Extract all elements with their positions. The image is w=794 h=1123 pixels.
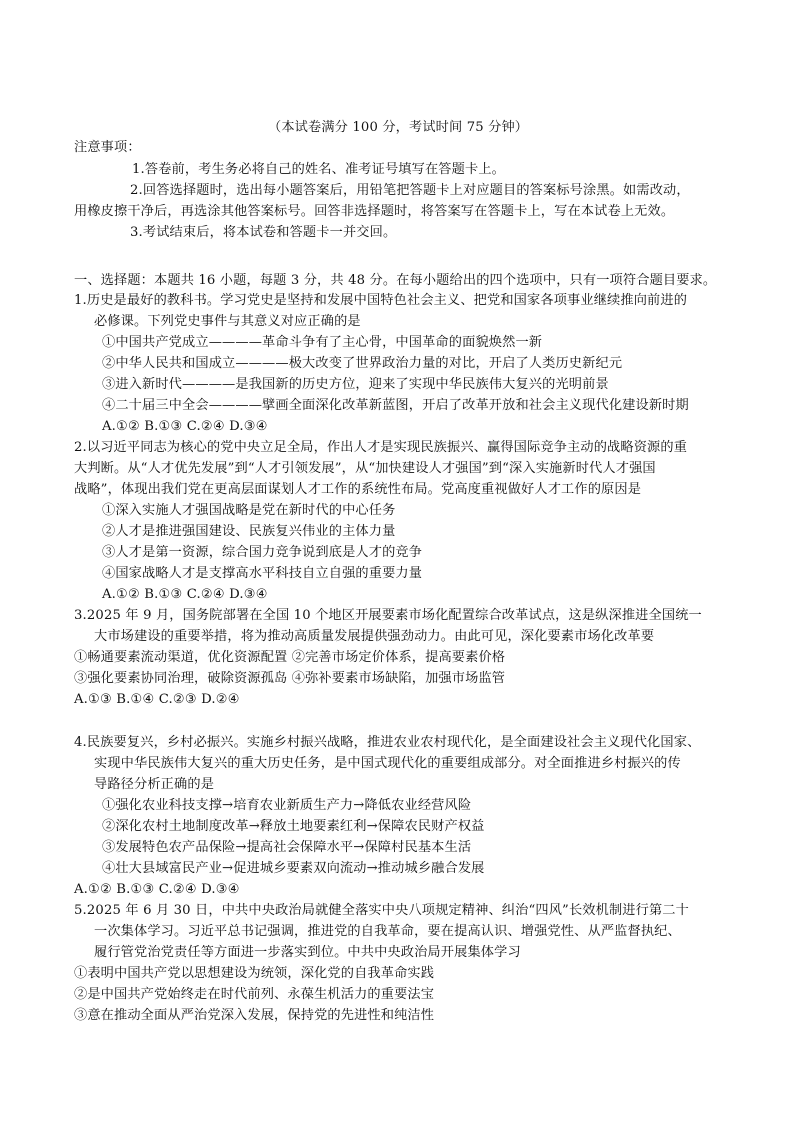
question-stem: 一次集体学习。习近平总书记强调，推进党的自我革命，要在提高认识、增强党性、从严监督执纪、 bbox=[94, 924, 681, 939]
question-item: ②深化农村土地制度改革→释放土地要素红利→保障农民财产权益 bbox=[102, 819, 485, 834]
question-item: ①中国共产党成立————革命斗争有了主心骨，中国革命的面貌焕然一新 bbox=[102, 335, 543, 350]
question-options: A.①② B.①③ C.②④ D.③④ bbox=[74, 882, 240, 897]
question-item: ④壮大县域富民产业→促进城乡要素双向流动→推动城乡融合发展 bbox=[102, 861, 485, 876]
question-item: ①强化农业科技支撑→培育农业新质生产力→降低农业经营风险 bbox=[102, 798, 472, 813]
question-stem: 实现中华民族伟大复兴的重大历史任务，是中国式现代化的重要组成部分。对全面推进乡村振兴的传 bbox=[94, 756, 681, 771]
question-stem: 3.2025 年 9 月，国务院部署在全国 10 个地区开展要素市场化配置综合改革试点，这是纵深推进全国统一 bbox=[74, 608, 702, 623]
question-item: ④二十届三中全会————擘画全面深化改革新蓝图，开启了改革开放和社会主义现代化建设新时期 bbox=[102, 398, 689, 413]
question-stem: 履行管党治党责任等方面进一步落实到位。中共中央政治局开展集体学习 bbox=[94, 945, 521, 960]
question-item: ①深入实施人才强国战略是党在新时代的中心任务 bbox=[102, 503, 396, 518]
section-title: 一、选择题：本题共 16 小题，每题 3 分，共 48 分。在每小题给出的四个选项中，只有一项符合题目要求。 bbox=[74, 273, 717, 288]
question-stem: 战略”，体现出我们党在更高层面谋划人才工作的系统性布局。党高度重视做好人才工作的原因是 bbox=[74, 482, 642, 497]
question-item: ③意在推动全面从严治党深入发展，保持党的先进性和纯洁性 bbox=[74, 1008, 435, 1023]
question-item: ③人才是第一资源，综合国力竞争说到底是人才的竞争 bbox=[102, 545, 423, 560]
question-stem: 大判断。从“人才优先发展”到“人才引领发展”，从“加快建设人才强国”到“深入实施新时代人才强国 bbox=[74, 461, 656, 476]
question-stem: 5.2025 年 6 月 30 日，中共中央政治局就健全落实中央八项规定精神、纠治“四风”长效机制进行第二十 bbox=[74, 903, 689, 918]
question-item: ③进入新时代————是我国新的历史方位，迎来了实现中华民族伟大复兴的光明前景 bbox=[102, 377, 609, 392]
question-item: ②人才是推进强国建设、民族复兴伟业的主体力量 bbox=[102, 524, 396, 539]
question-item: ③发展特色农产品保险→提高社会保障水平→保障村民基本生活 bbox=[102, 840, 472, 855]
question-stem: 4.民族要复兴，乡村必振兴。实施乡村振兴战略，推进农业农村现代化，是全面建设社会主义现代化国家、 bbox=[74, 735, 701, 750]
question-stem: 导路径分析正确的是 bbox=[94, 777, 215, 792]
notice-line: 用橡皮擦干净后，再选涂其他答案标号。回答非选择题时，将答案写在答题卡上，写在本试卷上无效。 bbox=[74, 204, 675, 219]
notice-title: 注意事项： bbox=[74, 140, 141, 155]
question-stem: 2.以习近平同志为核心的党中央立足全局，作出人才是实现民族振兴、赢得国际竞争主动的战略资源的重 bbox=[74, 440, 688, 455]
question-item: ②是中国共产党始终走在时代前列、永葆生机活力的重要法宝 bbox=[74, 987, 435, 1002]
question-item: ③强化要素协同治理，破除资源孤岛 ④弥补要素市场缺陷，加强市场监管 bbox=[74, 671, 506, 686]
question-item: ②中华人民共和国成立————极大改变了世界政治力量的对比，开启了人类历史新纪元 bbox=[102, 356, 623, 371]
question-item: ①表明中国共产党以思想建设为统领，深化党的自我革命实践 bbox=[74, 966, 435, 981]
question-item: ①畅通要素流动渠道，优化资源配置 ②完善市场定价体系，提高要素价格 bbox=[74, 650, 506, 665]
notice-line: 1.答卷前，考生务必将自己的姓名、准考证号填写在答题卡上。 bbox=[132, 162, 505, 177]
question-options: A.①② B.①③ C.②④ D.③④ bbox=[102, 587, 268, 602]
question-stem: 1.历史是最好的教科书。学习党史是坚持和发展中国特色社会主义、把党和国家各项事业继续推向前进的 bbox=[74, 293, 688, 308]
notice-line: 2.回答选择题时，选出每小题答案后，用铅笔把答题卡上对应题目的答案标号涂黑。如需改动， bbox=[130, 183, 690, 198]
question-item: ④国家战略人才是支撑高水平科技自立自强的重要力量 bbox=[102, 566, 423, 581]
question-options: A.①② B.①③ C.②④ D.③④ bbox=[102, 419, 268, 434]
notice-line: 3.考试结束后，将本试卷和答题卡一并交回。 bbox=[130, 225, 397, 240]
exam-info: （本试卷满分 100 分，考试时间 75 分钟） bbox=[268, 120, 529, 135]
question-options: A.①③ B.①④ C.②③ D.②④ bbox=[74, 692, 240, 707]
question-stem: 大市场建设的重要举措，将为推动高质量发展提供强劲动力。由此可见，深化要素市场化改革要 bbox=[94, 629, 655, 644]
question-stem: 必修课。下列党史事件与其意义对应正确的是 bbox=[94, 314, 361, 329]
